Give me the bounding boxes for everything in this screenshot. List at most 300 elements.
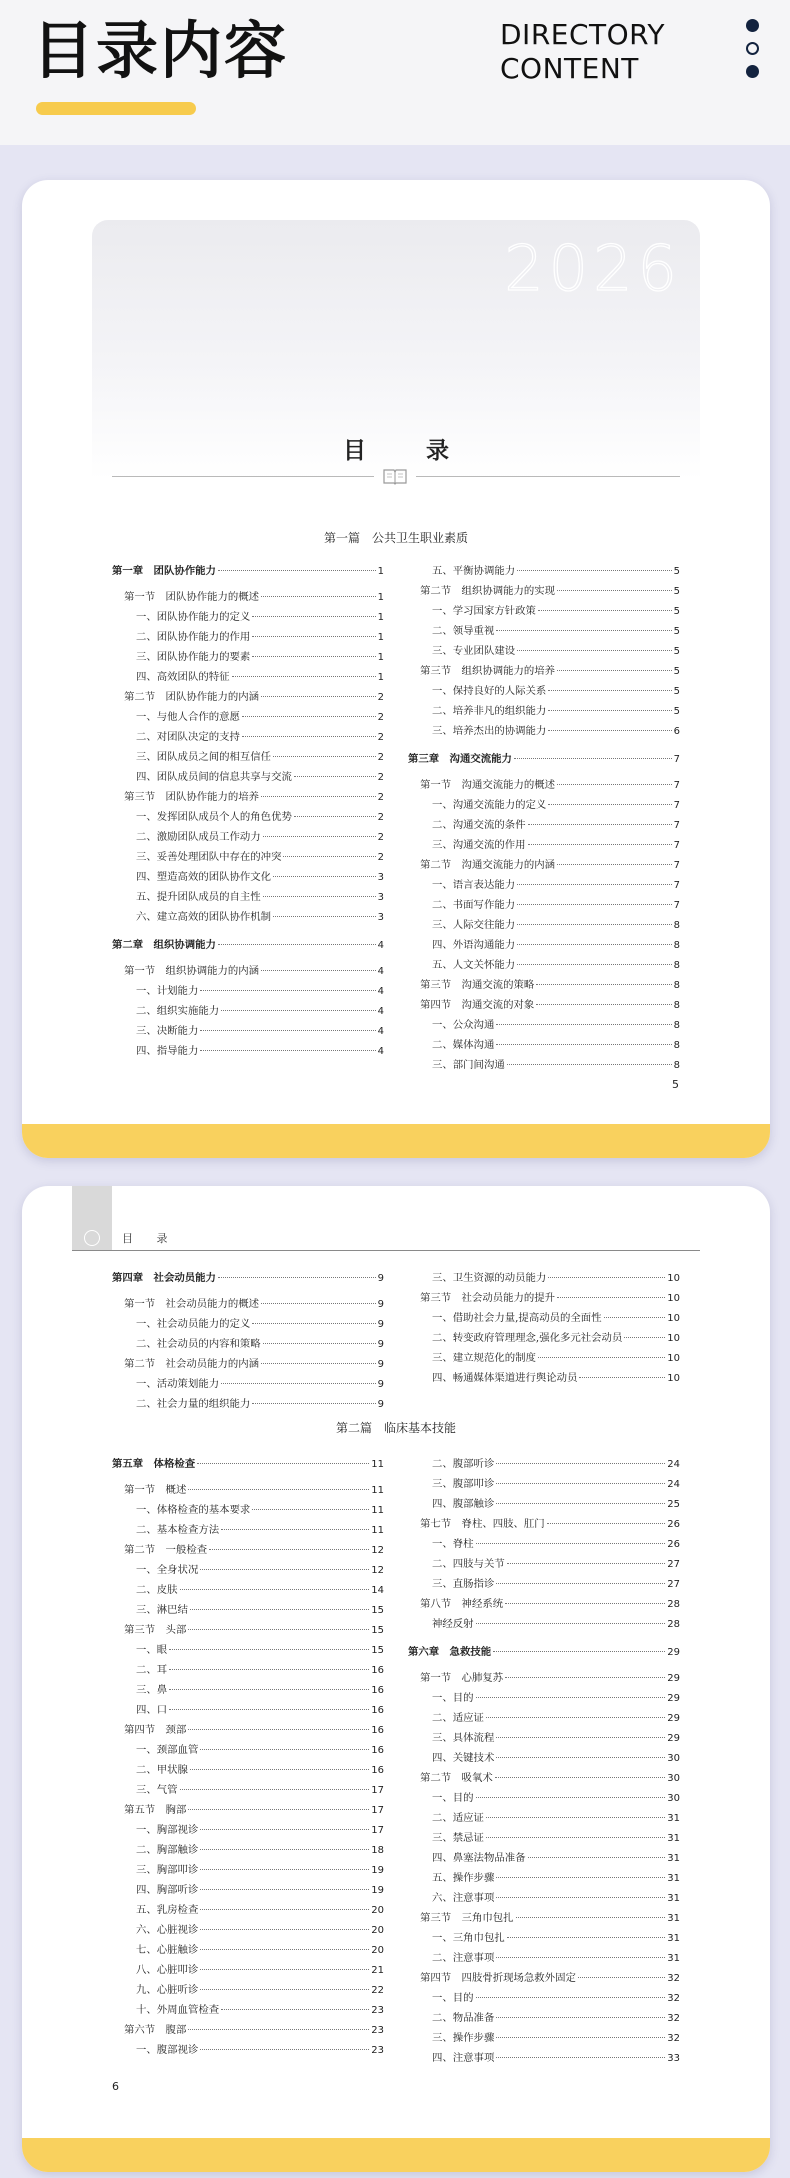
toc-item-entry[interactable] bbox=[408, 1990, 680, 2006]
toc-entry-title: 第二章 组织协调能力 bbox=[112, 939, 216, 951]
toc-section-entry[interactable] bbox=[408, 857, 680, 873]
toc-item-entry[interactable] bbox=[408, 1730, 680, 1746]
toc-entry-page: 3 bbox=[377, 872, 384, 883]
toc-item-entry[interactable] bbox=[408, 623, 680, 639]
toc-item-entry[interactable] bbox=[408, 1616, 680, 1632]
toc-entry-title: 二、基本检查方法 bbox=[136, 1524, 220, 1536]
toc-entry-title: 五、提升团队成员的自主性 bbox=[136, 891, 261, 903]
toc-leader-dots bbox=[517, 944, 672, 945]
toc-leader-dots bbox=[294, 776, 376, 777]
toc-leader-dots bbox=[200, 1569, 369, 1570]
toc-entry-page: 1 bbox=[377, 612, 384, 623]
toc-entry-title: 神经反射 bbox=[432, 1618, 474, 1630]
toc-item-entry[interactable] bbox=[408, 1950, 680, 1966]
toc-leader-dots bbox=[188, 1489, 369, 1490]
toc-entry-title: 五、平衡协调能力 bbox=[432, 565, 516, 577]
toc-leader-dots bbox=[263, 1343, 376, 1344]
toc-leader-dots bbox=[557, 1297, 665, 1298]
toc-item-entry[interactable] bbox=[112, 769, 384, 785]
toc-item-entry[interactable] bbox=[408, 817, 680, 833]
toc-item-entry[interactable] bbox=[112, 829, 384, 845]
toc-entry-page: 1 bbox=[377, 592, 384, 603]
toc-entry-title: 二、腹部听诊 bbox=[432, 1458, 495, 1470]
toc-item-entry[interactable] bbox=[112, 1003, 384, 1019]
toc-leader-dots bbox=[252, 1403, 375, 1404]
toc-entry-title: 二、激励团队成员工作动力 bbox=[136, 831, 261, 843]
toc-section-entry[interactable] bbox=[408, 1910, 680, 1926]
toc-entry-page: 1 bbox=[377, 566, 384, 577]
toc-item-entry[interactable] bbox=[112, 1582, 384, 1598]
toc-leader-dots bbox=[496, 1044, 671, 1045]
toc-chapter-entry[interactable] bbox=[112, 1270, 384, 1286]
toc-item-entry[interactable] bbox=[408, 917, 680, 933]
toc-entry-page: 26 bbox=[667, 1519, 680, 1530]
toc-leader-dots bbox=[209, 1549, 369, 1550]
toc-entry-page: 31 bbox=[667, 1893, 680, 1904]
toc-entry-title: 三、建立规范化的制度 bbox=[432, 1352, 536, 1364]
toc-entry-page: 3 bbox=[377, 912, 384, 923]
toc-section-entry[interactable] bbox=[112, 1722, 384, 1738]
title-underline-bar bbox=[36, 102, 196, 115]
toc-leader-dots bbox=[505, 1603, 665, 1604]
toc-section-entry[interactable] bbox=[112, 689, 384, 705]
toc-leader-dots bbox=[232, 676, 376, 677]
toc-entry-title: 一、借助社会力量,提高动员的全面性 bbox=[432, 1312, 602, 1324]
part-title: 第二篇 临床基本技能 bbox=[335, 1421, 456, 1435]
dot-filled-icon bbox=[746, 19, 759, 32]
toc-entry-title: 第八节 神经系统 bbox=[420, 1598, 504, 1610]
toc-entry-page: 16 bbox=[371, 1725, 384, 1736]
toc-entry-title: 一、腹部视诊 bbox=[136, 2044, 199, 2056]
toc-item-entry[interactable] bbox=[112, 1502, 384, 1518]
toc-section-entry[interactable] bbox=[408, 1596, 680, 1612]
toc-item-entry[interactable] bbox=[408, 1870, 680, 1886]
toc-section-entry[interactable] bbox=[112, 789, 384, 805]
toc-section-entry[interactable] bbox=[112, 2022, 384, 2038]
toc-item-entry[interactable] bbox=[408, 563, 680, 579]
year-watermark: 2026 bbox=[504, 232, 682, 305]
toc-entry-title: 一、三角巾包扎 bbox=[432, 1932, 505, 1944]
toc-item-entry[interactable] bbox=[408, 1830, 680, 1846]
toc-leader-dots bbox=[496, 630, 671, 631]
toc-item-entry[interactable] bbox=[112, 2002, 384, 2018]
toc-entry-page: 9 bbox=[377, 1339, 384, 1350]
toc-leader-dots bbox=[496, 1463, 665, 1464]
toc-item-entry[interactable] bbox=[408, 1750, 680, 1766]
toc-item-entry[interactable] bbox=[112, 1982, 384, 1998]
toc-item-entry[interactable] bbox=[408, 1890, 680, 1906]
toc-entry-title: 一、全身状况 bbox=[136, 1564, 199, 1576]
toc-entry-title: 第三节 社会动员能力的提升 bbox=[420, 1292, 556, 1304]
toc-item-entry[interactable] bbox=[112, 1396, 384, 1412]
toc-item-entry[interactable] bbox=[112, 1782, 384, 1798]
toc-entry-title: 六、建立高效的团队协作机制 bbox=[136, 911, 272, 923]
toc-item-entry[interactable] bbox=[112, 1662, 384, 1678]
running-head: 目 录 bbox=[122, 1232, 178, 1245]
toc-entry-title: 第三章 沟通交流能力 bbox=[408, 753, 512, 765]
toc-entry-title: 第一节 社会动员能力的概述 bbox=[124, 1298, 260, 1310]
toc-entry-title: 三、专业团队建设 bbox=[432, 645, 516, 657]
toc-item-entry[interactable] bbox=[408, 1790, 680, 1806]
toc-item-entry[interactable] bbox=[408, 957, 680, 973]
toc-item-entry[interactable] bbox=[408, 1370, 680, 1386]
toc-leader-dots bbox=[495, 1777, 666, 1778]
toc-item-entry[interactable] bbox=[112, 809, 384, 825]
toc-entry-title: 三、淋巴结 bbox=[136, 1604, 188, 1616]
toc-item-entry[interactable] bbox=[112, 669, 384, 685]
toc-entry-page: 31 bbox=[667, 1913, 680, 1924]
toc-entry-page: 19 bbox=[371, 1885, 384, 1896]
toc-item-entry[interactable] bbox=[112, 1902, 384, 1918]
toc-leader-dots bbox=[548, 804, 671, 805]
toc-entry-page: 2 bbox=[377, 772, 384, 783]
toc-item-entry[interactable] bbox=[112, 1336, 384, 1352]
toc-section-entry[interactable] bbox=[408, 1770, 680, 1786]
toc-leader-dots bbox=[578, 1977, 665, 1978]
toc-section-entry[interactable] bbox=[408, 1970, 680, 1986]
toc-entry-page: 5 bbox=[673, 686, 680, 697]
toc-leader-dots bbox=[200, 990, 375, 991]
toc-section-entry[interactable] bbox=[112, 1622, 384, 1638]
toc-entry-page: 10 bbox=[667, 1273, 680, 1284]
toc-leader-dots bbox=[548, 690, 671, 691]
toc-entry-title: 四、鼻塞法物品准备 bbox=[432, 1852, 526, 1864]
toc-entry-page: 4 bbox=[377, 986, 384, 997]
toc-item-entry[interactable] bbox=[112, 609, 384, 625]
toc-entry-page: 4 bbox=[377, 1046, 384, 1057]
toc-item-entry[interactable] bbox=[408, 1850, 680, 1866]
toc-leader-dots bbox=[476, 1997, 666, 1998]
toc-entry-title: 三、团队成员之间的相互信任 bbox=[136, 751, 272, 763]
toc-chapter-entry[interactable] bbox=[112, 563, 384, 579]
toc-item-entry[interactable] bbox=[112, 1043, 384, 1059]
toc-section-entry[interactable] bbox=[408, 1670, 680, 1686]
toc-leader-dots bbox=[221, 1383, 376, 1384]
toc-leader-dots bbox=[169, 1669, 369, 1670]
toc-heading-panel bbox=[92, 220, 700, 480]
toc-leader-dots bbox=[200, 1030, 375, 1031]
toc-chapter-entry[interactable] bbox=[408, 751, 680, 767]
toc-leader-dots bbox=[190, 1769, 369, 1770]
toc-entry-page: 10 bbox=[667, 1313, 680, 1324]
toc-leader-dots bbox=[218, 944, 376, 945]
toc-entry-title: 四、胸部听诊 bbox=[136, 1884, 199, 1896]
toc-leader-dots bbox=[169, 1649, 369, 1650]
toc-entry-title: 三、人际交往能力 bbox=[432, 919, 516, 931]
toc-entry-page: 32 bbox=[667, 2013, 680, 2024]
toc-item-entry[interactable] bbox=[112, 1942, 384, 1958]
toc-entry-title: 二、媒体沟通 bbox=[432, 1039, 495, 1051]
toc-entry-page: 25 bbox=[667, 1499, 680, 1510]
toc-entry-title: 第六章 急救技能 bbox=[408, 1646, 492, 1658]
toc-item-entry[interactable] bbox=[112, 1522, 384, 1538]
toc-entry-title: 三、禁忌证 bbox=[432, 1832, 484, 1844]
toc-item-entry[interactable] bbox=[112, 1862, 384, 1878]
toc-item-entry[interactable] bbox=[408, 2010, 680, 2026]
toc-chapter-entry[interactable] bbox=[112, 937, 384, 953]
toc-entry-title: 第三节 头部 bbox=[124, 1624, 187, 1636]
toc-item-entry[interactable] bbox=[408, 2050, 680, 2066]
toc-entry-title: 一、胸部视诊 bbox=[136, 1824, 199, 1836]
toc-section-entry[interactable] bbox=[112, 1802, 384, 1818]
toc-item-entry[interactable] bbox=[112, 1316, 384, 1332]
toc-leader-dots bbox=[517, 650, 672, 651]
toc-entry-title: 四、高效团队的特征 bbox=[136, 671, 230, 683]
toc-entry-page: 29 bbox=[667, 1693, 680, 1704]
toc-item-entry[interactable] bbox=[408, 1536, 680, 1552]
toc-item-entry[interactable] bbox=[408, 703, 680, 719]
toc-entry-page: 2 bbox=[377, 712, 384, 723]
toc-item-entry[interactable] bbox=[408, 937, 680, 953]
toc-entry-page: 31 bbox=[667, 1833, 680, 1844]
toc-item-entry[interactable] bbox=[112, 1602, 384, 1618]
toc-entry-page: 23 bbox=[371, 2005, 384, 2016]
toc-entry-title: 四、外语沟通能力 bbox=[432, 939, 516, 951]
toc-leader-dots bbox=[476, 1797, 666, 1798]
toc-entry-page: 12 bbox=[371, 1565, 384, 1576]
toc-item-entry[interactable] bbox=[408, 1930, 680, 1946]
toc-entry-title: 二、注意事项 bbox=[432, 1952, 495, 1964]
toc-item-entry[interactable] bbox=[112, 849, 384, 865]
toc-section-entry[interactable] bbox=[408, 997, 680, 1013]
toc-leader-dots bbox=[221, 1010, 376, 1011]
toc-leader-dots bbox=[180, 1589, 370, 1590]
toc-item-entry[interactable] bbox=[408, 1810, 680, 1826]
toc-item-entry[interactable] bbox=[408, 1037, 680, 1053]
toc-section-entry[interactable] bbox=[408, 777, 680, 793]
dots-decoration bbox=[746, 19, 760, 88]
toc-item-entry[interactable] bbox=[112, 983, 384, 999]
toc-entry-page: 28 bbox=[667, 1619, 680, 1630]
toc-leader-dots bbox=[261, 696, 376, 697]
toc-entry-page: 31 bbox=[667, 1873, 680, 1884]
toc-leader-dots bbox=[221, 1529, 369, 1530]
toc-item-entry[interactable] bbox=[112, 1742, 384, 1758]
toc-page-card-1 bbox=[22, 180, 770, 1158]
toc-item-entry[interactable] bbox=[408, 643, 680, 659]
toc-item-entry[interactable] bbox=[408, 1270, 680, 1286]
toc-item-entry[interactable] bbox=[408, 797, 680, 813]
toc-entry-title: 第一节 心肺复苏 bbox=[420, 1672, 504, 1684]
toc-leader-dots bbox=[200, 1849, 369, 1850]
toc-entry-page: 15 bbox=[371, 1605, 384, 1616]
toc-section-entry[interactable] bbox=[408, 1516, 680, 1532]
toc-section-entry[interactable] bbox=[112, 1542, 384, 1558]
book-icon bbox=[382, 467, 408, 485]
toc-leader-dots bbox=[496, 1024, 671, 1025]
toc-entry-page: 27 bbox=[667, 1579, 680, 1590]
toc-leader-dots bbox=[476, 1543, 666, 1544]
toc-item-entry[interactable] bbox=[408, 1690, 680, 1706]
toc-leader-dots bbox=[496, 2017, 665, 2018]
toc-section-entry[interactable] bbox=[112, 1296, 384, 1312]
toc-leader-dots bbox=[496, 1897, 665, 1898]
toc-entry-page: 5 bbox=[673, 586, 680, 597]
toc-item-entry[interactable] bbox=[112, 1702, 384, 1718]
toc-item-entry[interactable] bbox=[408, 1456, 680, 1472]
toc-entry-page: 5 bbox=[673, 626, 680, 637]
toc-entry-title: 一、活动策划能力 bbox=[136, 1378, 220, 1390]
toc-item-entry[interactable] bbox=[408, 723, 680, 739]
toc-section-entry[interactable] bbox=[408, 663, 680, 679]
toc-section-entry[interactable] bbox=[112, 963, 384, 979]
toc-item-entry[interactable] bbox=[408, 683, 680, 699]
toc-item-entry[interactable] bbox=[408, 1017, 680, 1033]
toc-item-entry[interactable] bbox=[112, 889, 384, 905]
toc-entry-page: 9 bbox=[377, 1359, 384, 1370]
toc-item-entry[interactable] bbox=[112, 1922, 384, 1938]
toc-item-entry[interactable] bbox=[408, 1556, 680, 1572]
toc-item-entry[interactable] bbox=[408, 603, 680, 619]
toc-entry-page: 20 bbox=[371, 1905, 384, 1916]
toc-leader-dots bbox=[169, 1709, 369, 1710]
toc-item-entry[interactable] bbox=[112, 629, 384, 645]
toc-item-entry[interactable] bbox=[408, 897, 680, 913]
toc-leader-dots bbox=[200, 1929, 369, 1930]
toc-leader-dots bbox=[557, 784, 672, 785]
toc-leader-dots bbox=[252, 636, 375, 637]
toc-item-entry[interactable] bbox=[112, 1962, 384, 1978]
toc-entry-page: 27 bbox=[667, 1559, 680, 1570]
toc-entry-page: 24 bbox=[667, 1459, 680, 1470]
toc-entry-page: 7 bbox=[673, 780, 680, 791]
toc-item-entry[interactable] bbox=[112, 1882, 384, 1898]
toc-entry-page: 16 bbox=[371, 1765, 384, 1776]
running-head-rule bbox=[72, 1250, 700, 1251]
toc-entry-title: 二、社会力量的组织能力 bbox=[136, 1398, 251, 1410]
toc-leader-dots bbox=[496, 1583, 665, 1584]
toc-entry-page: 3 bbox=[377, 892, 384, 903]
toc-entry-title: 五、乳房检查 bbox=[136, 1904, 199, 1916]
toc-entry-title: 三、鼻 bbox=[136, 1684, 168, 1696]
toc-item-entry[interactable] bbox=[112, 749, 384, 765]
toc-entry-title: 一、发挥团队成员个人的角色优势 bbox=[136, 811, 292, 823]
toc-entry-page: 12 bbox=[371, 1545, 384, 1556]
toc-entry-page: 21 bbox=[371, 1965, 384, 1976]
toc-entry-title: 九、心脏听诊 bbox=[136, 1984, 199, 1996]
toc-entry-page: 8 bbox=[673, 1060, 680, 1071]
toc-leader-dots bbox=[517, 884, 672, 885]
toc-item-entry[interactable] bbox=[408, 837, 680, 853]
toc-entry-page: 31 bbox=[667, 1853, 680, 1864]
toc-entry-page: 20 bbox=[371, 1925, 384, 1936]
toc-leader-dots bbox=[200, 1749, 369, 1750]
toc-leader-dots bbox=[169, 1689, 369, 1690]
toc-leader-dots bbox=[188, 1809, 369, 1810]
toc-chapter-entry[interactable] bbox=[112, 1456, 384, 1472]
toc-section-entry[interactable] bbox=[408, 977, 680, 993]
toc-entry-page: 4 bbox=[377, 940, 384, 951]
toc-leader-dots bbox=[486, 1717, 665, 1718]
toc-leader-dots bbox=[200, 1889, 369, 1890]
toc-item-entry[interactable] bbox=[112, 1642, 384, 1658]
toc-item-entry[interactable] bbox=[408, 1496, 680, 1512]
toc-entry-title: 二、甲状腺 bbox=[136, 1764, 188, 1776]
toc-section-entry[interactable] bbox=[408, 1290, 680, 1306]
toc-entry-page: 7 bbox=[673, 840, 680, 851]
toc-item-entry[interactable] bbox=[408, 1710, 680, 1726]
toc-section-entry[interactable] bbox=[112, 1356, 384, 1372]
toc-item-entry[interactable] bbox=[112, 729, 384, 745]
toc-item-entry[interactable] bbox=[112, 1562, 384, 1578]
english-title bbox=[500, 18, 665, 86]
toc-leader-dots bbox=[200, 1869, 369, 1870]
toc-item-entry[interactable] bbox=[408, 1576, 680, 1592]
toc-leader-dots bbox=[261, 970, 376, 971]
toc-item-entry[interactable] bbox=[112, 1822, 384, 1838]
toc-entry-title: 一、团队协作能力的定义 bbox=[136, 611, 251, 623]
toc-item-entry[interactable] bbox=[112, 909, 384, 925]
toc-section-entry[interactable] bbox=[408, 583, 680, 599]
toc-entry-page: 16 bbox=[371, 1705, 384, 1716]
toc-leader-dots bbox=[200, 1909, 369, 1910]
toc-item-entry[interactable] bbox=[408, 1310, 680, 1326]
toc-entry-page: 29 bbox=[667, 1713, 680, 1724]
toc-item-entry[interactable] bbox=[112, 1023, 384, 1039]
toc-entry-page: 8 bbox=[673, 960, 680, 971]
toc-entry-page: 32 bbox=[667, 2033, 680, 2044]
toc-item-entry[interactable] bbox=[112, 1376, 384, 1392]
toc-leader-dots bbox=[197, 1463, 369, 1464]
toc-section-entry[interactable] bbox=[112, 589, 384, 605]
toc-entry-page: 7 bbox=[673, 900, 680, 911]
toc-item-entry[interactable] bbox=[408, 877, 680, 893]
toc-entry-page: 5 bbox=[673, 646, 680, 657]
toc-leader-dots bbox=[180, 1789, 370, 1790]
english-title-line1: DIRECTORY bbox=[500, 18, 665, 51]
toc-item-entry[interactable] bbox=[112, 709, 384, 725]
toc-entry-title: 三、胸部叩诊 bbox=[136, 1864, 199, 1876]
toc-entry-title: 二、四肢与关节 bbox=[432, 1558, 505, 1570]
toc-entry-page: 18 bbox=[371, 1845, 384, 1856]
toc-item-entry[interactable] bbox=[112, 1682, 384, 1698]
toc-entry-title: 第三节 沟通交流的策略 bbox=[420, 979, 535, 991]
toc-item-entry[interactable] bbox=[112, 649, 384, 665]
toc-entry-title: 第七节 脊柱、四肢、肛门 bbox=[420, 1518, 545, 1530]
toc-leader-dots bbox=[547, 1523, 666, 1524]
toc-item-entry[interactable] bbox=[408, 1476, 680, 1492]
toc-item-entry[interactable] bbox=[408, 1057, 680, 1073]
toc-entry-title: 第三节 三角巾包扎 bbox=[420, 1912, 514, 1924]
divider-left bbox=[112, 476, 374, 477]
toc-chapter-entry[interactable] bbox=[408, 1644, 680, 1660]
toc-item-entry[interactable] bbox=[112, 1762, 384, 1778]
toc-entry-page: 1 bbox=[377, 652, 384, 663]
toc-item-entry[interactable] bbox=[408, 1350, 680, 1366]
toc-entry-page: 26 bbox=[667, 1539, 680, 1550]
toc-section-entry[interactable] bbox=[112, 1482, 384, 1498]
toc-leader-dots bbox=[200, 1969, 369, 1970]
toc-entry-page: 9 bbox=[377, 1299, 384, 1310]
toc-leader-dots bbox=[496, 2037, 665, 2038]
toc-entry-page: 8 bbox=[673, 940, 680, 951]
toc-leader-dots bbox=[218, 1277, 376, 1278]
toc-entry-page: 20 bbox=[371, 1945, 384, 1956]
toc-item-entry[interactable] bbox=[408, 1330, 680, 1346]
toc-entry-title: 第二节 一般检查 bbox=[124, 1544, 208, 1556]
toc-leader-dots bbox=[507, 1937, 666, 1938]
toc-item-entry[interactable] bbox=[112, 1842, 384, 1858]
toc-item-entry[interactable] bbox=[408, 2030, 680, 2046]
toc-entry-title: 六、注意事项 bbox=[432, 1892, 495, 1904]
toc-leader-dots bbox=[218, 570, 376, 571]
toc-entry-title: 二、转变政府管理理念,强化多元社会动员 bbox=[432, 1332, 623, 1344]
toc-item-entry[interactable] bbox=[112, 2042, 384, 2058]
toc-entry-page: 31 bbox=[667, 1933, 680, 1944]
toc-entry-title: 第四节 颈部 bbox=[124, 1724, 187, 1736]
toc-item-entry[interactable] bbox=[112, 869, 384, 885]
toc-leader-dots bbox=[200, 1829, 369, 1830]
